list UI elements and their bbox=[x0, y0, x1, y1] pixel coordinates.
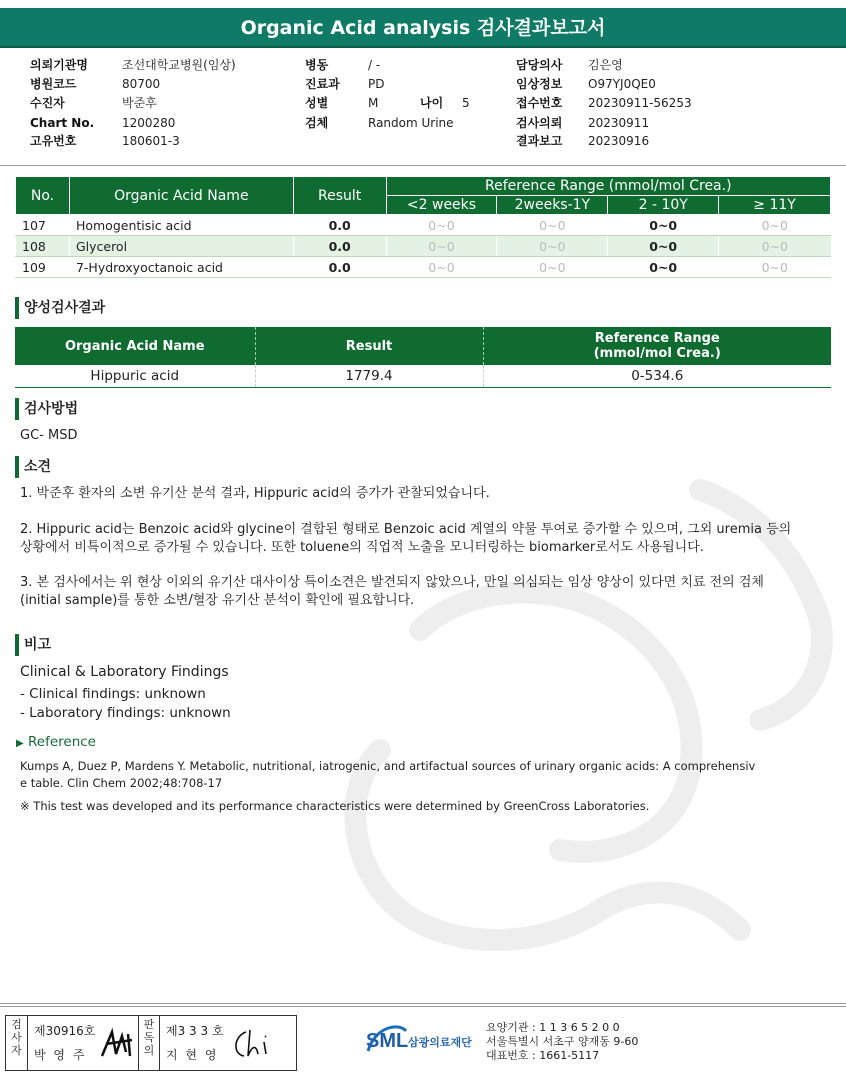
row-result: 0.0 bbox=[293, 257, 386, 278]
clinical-info-value: O97YJ0QE0 bbox=[588, 77, 656, 91]
logo-mark-text: SML bbox=[366, 1030, 409, 1052]
tester-name: 박 영 주 bbox=[34, 1048, 87, 1062]
col-name: Organic Acid Name bbox=[69, 177, 293, 215]
reference-marker-icon: ▶ bbox=[16, 738, 24, 749]
row-result: 0.0 bbox=[293, 236, 386, 257]
range-label: Reference Range bbox=[594, 331, 720, 346]
row-r2: 0~0 bbox=[497, 215, 608, 236]
row-r1: 0~0 bbox=[386, 257, 497, 278]
method-heading: 검사방법 bbox=[15, 398, 78, 420]
row-r2: 0~0 bbox=[497, 257, 608, 278]
patient-value: 박준후 bbox=[122, 96, 157, 110]
clinical-info-label: 임상정보 bbox=[516, 77, 563, 91]
lab-location: 서울특별시 서초구 양재동 9-60 bbox=[486, 1035, 639, 1048]
positive-results-heading: 양성검사결과 bbox=[15, 297, 105, 319]
confirmer-license: 제3 3 3 호 bbox=[166, 1024, 224, 1038]
opinion-paragraph-2a: 2. Hippuric acid는 Benzoic acid와 glycine이 결합된 형태로 Benzoic acid 계열의 약물 투여로 증가할 수 있으며, 그외 uremia 등의 bbox=[20, 522, 792, 537]
hospital-code-label: 병원코드 bbox=[30, 77, 77, 91]
positive-results-table bbox=[15, 327, 831, 388]
request-date-label: 검사의뢰 bbox=[516, 116, 563, 130]
patient-info bbox=[0, 56, 846, 152]
row-result: 1779.4 bbox=[255, 365, 483, 387]
col-reference-range: Reference Range (mmol/mol Crea.) bbox=[386, 177, 830, 196]
tester-license: 제30916호 bbox=[34, 1024, 96, 1038]
col-result: Result bbox=[293, 177, 386, 215]
row-name: Glycerol bbox=[69, 236, 293, 257]
remarks-heading: 비고 bbox=[15, 634, 51, 656]
doctor-value: 김은영 bbox=[588, 58, 623, 72]
lab-registration: 요양기관 : 1 1 3 6 5 2 0 0 bbox=[486, 1021, 620, 1034]
sex-value: M bbox=[368, 96, 379, 110]
table-row bbox=[16, 257, 831, 278]
divider bbox=[0, 165, 846, 166]
opinion-paragraph-3b: (initial sample)를 통한 소변/혈장 유기산 분석이 확인에 필요합니다. bbox=[20, 593, 415, 608]
table-row bbox=[16, 236, 831, 257]
opinion-paragraph-2b: 상황에서 비특이적으로 증가될 수 있습니다. 또한 toluene의 직업적 노출을 모니터링하는 biomarker로서도 사용됩니다. bbox=[20, 540, 704, 555]
row-r4: 0~0 bbox=[719, 257, 831, 278]
signature-box bbox=[5, 1015, 297, 1071]
row-range: 0-534.6 bbox=[483, 365, 831, 387]
specimen-label: 검체 bbox=[305, 116, 329, 130]
opinion-paragraph-1: 1. 박준후 환자의 소변 유기산 분석 결과, Hippuric acid의 증가가 관찰되었습니다. bbox=[20, 486, 490, 501]
unique-id-label: 고유번호 bbox=[30, 134, 77, 148]
tester-signature-icon bbox=[98, 1026, 138, 1062]
unique-id-value: 180601-3 bbox=[122, 134, 180, 148]
col-range-2w1y: 2weeks-1Y bbox=[497, 196, 608, 215]
row-r3: 0~0 bbox=[608, 257, 719, 278]
row-no: 108 bbox=[16, 236, 70, 257]
col-range-lt2w: <2 weeks bbox=[386, 196, 497, 215]
row-r1: 0~0 bbox=[386, 236, 497, 257]
lab-address bbox=[486, 1021, 638, 1063]
remarks-laboratory-findings: - Laboratory findings: unknown bbox=[20, 705, 231, 721]
confirmer-name: 지 현 영 bbox=[166, 1048, 219, 1062]
row-r3: 0~0 bbox=[608, 236, 719, 257]
department-value: PD bbox=[368, 77, 385, 91]
hospital-code-value: 80700 bbox=[122, 77, 161, 91]
row-result: 0.0 bbox=[293, 215, 386, 236]
age-value: 5 bbox=[462, 96, 470, 110]
row-r3: 0~0 bbox=[608, 215, 719, 236]
tester-label: 검사자 bbox=[6, 1016, 28, 1070]
reference-title: Reference bbox=[28, 734, 96, 750]
row-no: 107 bbox=[16, 215, 70, 236]
chart-no-value: 1200280 bbox=[122, 116, 176, 130]
opinion-paragraph-3a: 3. 본 검사에서는 위 현상 이외의 유기산 대사이상 특이소견은 발견되지 않았으나, 만일 의심되는 임상 양상이 있다면 치료 전의 검체 bbox=[20, 575, 764, 590]
row-r4: 0~0 bbox=[719, 215, 831, 236]
report-date-label: 결과보고 bbox=[516, 134, 563, 148]
confirmer-label: 판독의 bbox=[138, 1016, 160, 1070]
reference-citation bbox=[20, 758, 830, 792]
specimen-value: Random Urine bbox=[368, 116, 454, 130]
reference-citation-line-2: e table. Clin Chem 2002;48:708-17 bbox=[20, 776, 223, 790]
col-name: Organic Acid Name bbox=[15, 327, 255, 365]
row-name: Hippuric acid bbox=[15, 365, 255, 387]
sex-label: 성별 bbox=[305, 96, 329, 110]
accession-label: 접수번호 bbox=[516, 96, 563, 110]
ward-value: / - bbox=[368, 58, 381, 72]
report-title: Organic Acid analysis 검사결과보고서 bbox=[0, 8, 846, 48]
col-no: No. bbox=[16, 177, 70, 215]
col-reference-range bbox=[483, 327, 831, 365]
remarks-findings-heading: Clinical & Laboratory Findings bbox=[20, 664, 229, 680]
lab-phone: 대표번호 : 1661-5117 bbox=[486, 1049, 600, 1062]
row-name: 7-Hydroxyoctanoic acid bbox=[69, 257, 293, 278]
row-r4: 0~0 bbox=[719, 236, 831, 257]
row-r2: 0~0 bbox=[497, 236, 608, 257]
col-range-2-10y: 2 - 10Y bbox=[608, 196, 719, 215]
doctor-label: 담당의사 bbox=[516, 58, 563, 72]
age-label: 나이 bbox=[420, 96, 444, 110]
patient-label: 수진자 bbox=[30, 96, 65, 110]
row-r1: 0~0 bbox=[386, 215, 497, 236]
reference-note: ※ This test was developed and its performance characteristics were determined by GreenCross Laboratories. bbox=[20, 799, 650, 813]
col-result: Result bbox=[255, 327, 483, 365]
ward-label: 병동 bbox=[305, 58, 329, 72]
reference-citation-line-1: Kumps A, Duez P, Mardens Y. Metabolic, nutritional, iatrogenic, and artifactual sources of urinary organic acids: A comprehensiv bbox=[20, 759, 756, 773]
organic-acid-table bbox=[15, 176, 831, 278]
remarks-clinical-findings: - Clinical findings: unknown bbox=[20, 686, 206, 702]
report-date-value: 20230916 bbox=[588, 134, 650, 148]
institution-value: 조선대학교병원(임상) bbox=[122, 58, 236, 72]
opinion-heading: 소견 bbox=[15, 456, 51, 478]
department-label: 진료과 bbox=[305, 77, 340, 91]
table-row bbox=[15, 365, 831, 387]
table-row bbox=[16, 215, 831, 236]
col-range-ge11y: ≥ 11Y bbox=[719, 196, 831, 215]
chart-no-label: Chart No. bbox=[30, 116, 95, 130]
footer bbox=[0, 1003, 846, 1073]
logo-org-name: 삼광의료재단 bbox=[408, 1036, 472, 1049]
reference-heading bbox=[16, 734, 96, 750]
confirmer-signature-icon bbox=[228, 1026, 278, 1062]
row-no: 109 bbox=[16, 257, 70, 278]
method-text: GC- MSD bbox=[20, 428, 78, 443]
request-date-value: 20230911 bbox=[588, 116, 650, 130]
row-name: Homogentisic acid bbox=[69, 215, 293, 236]
institution-label: 의뢰기관명 bbox=[30, 58, 88, 72]
accession-value: 20230911-56253 bbox=[588, 96, 692, 110]
range-unit: (mmol/mol Crea.) bbox=[593, 346, 721, 361]
sml-logo bbox=[366, 1021, 486, 1061]
